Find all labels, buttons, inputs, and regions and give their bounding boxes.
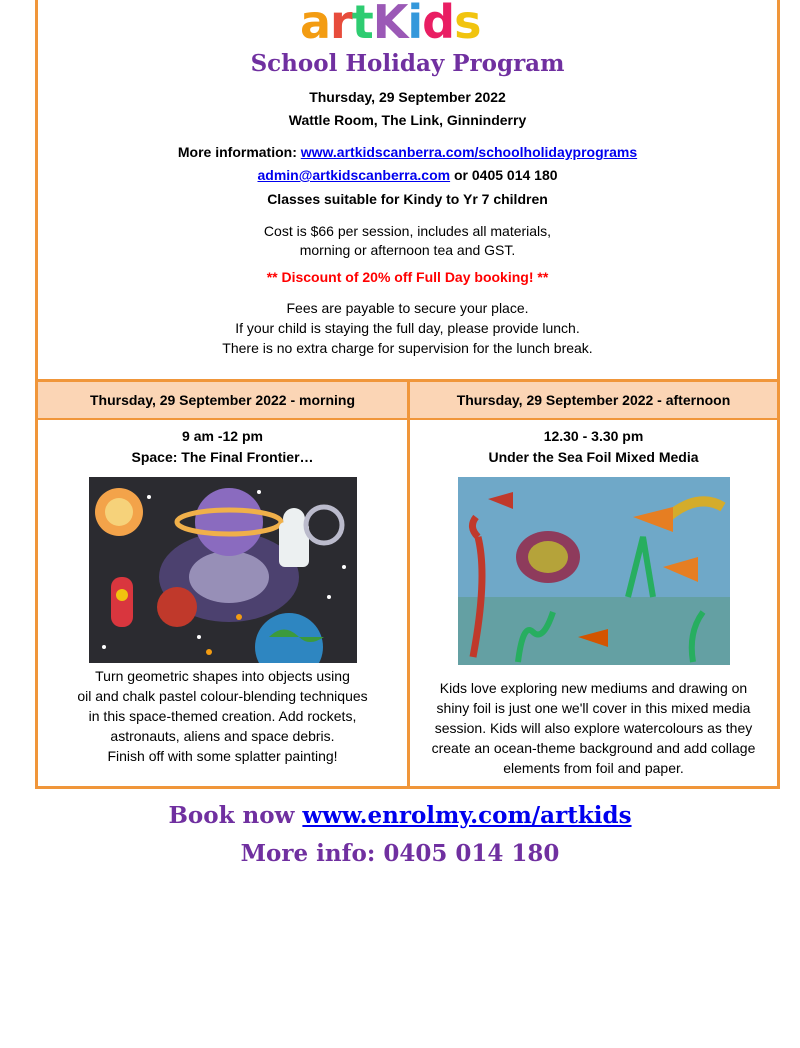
session-time: 9 am -12 pm [182,428,263,444]
session-class-title: Space: The Final Frontier… [131,449,314,465]
description-line: elements from foil and paper. [503,760,684,776]
under-the-sea-artwork-image [458,477,730,665]
session-description [38,666,407,766]
session-class-title: Under the Sea Foil Mixed Media [488,449,699,465]
email-link[interactable]: admin@artkidscanberra.com [257,167,451,183]
cost-info [38,222,777,260]
description-line: Turn geometric shapes into objects using [95,668,350,684]
description-line: oil and chalk pastel colour-blending techniques [77,688,368,704]
description-line: shiny foil is just one we'll cover in this mixed media [436,700,751,716]
contact-line [38,167,777,183]
discount-notice: ** Discount of 20% off Full Day booking! ** [266,269,549,285]
cost-line: Cost is $66 per session, includes all materials, [263,223,552,239]
more-info-label: More information: [177,144,301,160]
event-date: Thursday, 29 September 2022 [309,89,506,105]
space-artwork-image [89,477,357,663]
book-now-label: Book now [168,802,303,829]
session-heading: Thursday, 29 September 2022 - morning [38,382,407,420]
svg-text:artKids: artKids [300,0,481,44]
event-venue: Wattle Room, The Link, Ginninderry [288,112,527,128]
description-line: in this space-themed creation. Add rockets, [88,708,357,724]
description-line: astronauts, aliens and space debris. [110,728,335,744]
session-description [410,678,777,778]
phone-text: or 0405 014 180 [450,167,558,183]
description-line: session. Kids will also explore watercolours as they [434,720,753,736]
fees-line: Fees are payable to secure your place. [286,300,529,316]
book-now [0,802,800,829]
enrolment-link[interactable]: www.enrolmy.com/artkids [302,802,632,829]
artkids-logo [300,0,515,44]
fees-line: There is no extra charge for supervision for the lunch break. [222,340,593,356]
more-info-phone: More info: 0405 014 180 [240,840,560,867]
fees-line: If your child is staying the full day, please provide lunch. [235,320,580,336]
session-time: 12.30 - 3.30 pm [543,428,644,444]
program-website-link[interactable]: www.artkidscanberra.com/schoolholidayprograms [300,144,638,160]
fees-info [38,298,777,358]
description-line: Kids love exploring new mediums and drawing on [439,680,748,696]
cost-line: morning or afternoon tea and GST. [299,242,516,258]
age-suitability: Classes suitable for Kindy to Yr 7 children [267,191,548,207]
session-morning [38,382,410,786]
description-line: Finish off with some splatter painting! [107,748,338,764]
session-afternoon [410,382,777,786]
program-title: School Holiday Program [250,50,565,77]
sessions-table [35,379,780,789]
description-line: create an ocean-theme background and add collage [431,740,756,756]
session-heading: Thursday, 29 September 2022 - afternoon [410,382,777,420]
more-information [38,144,777,160]
